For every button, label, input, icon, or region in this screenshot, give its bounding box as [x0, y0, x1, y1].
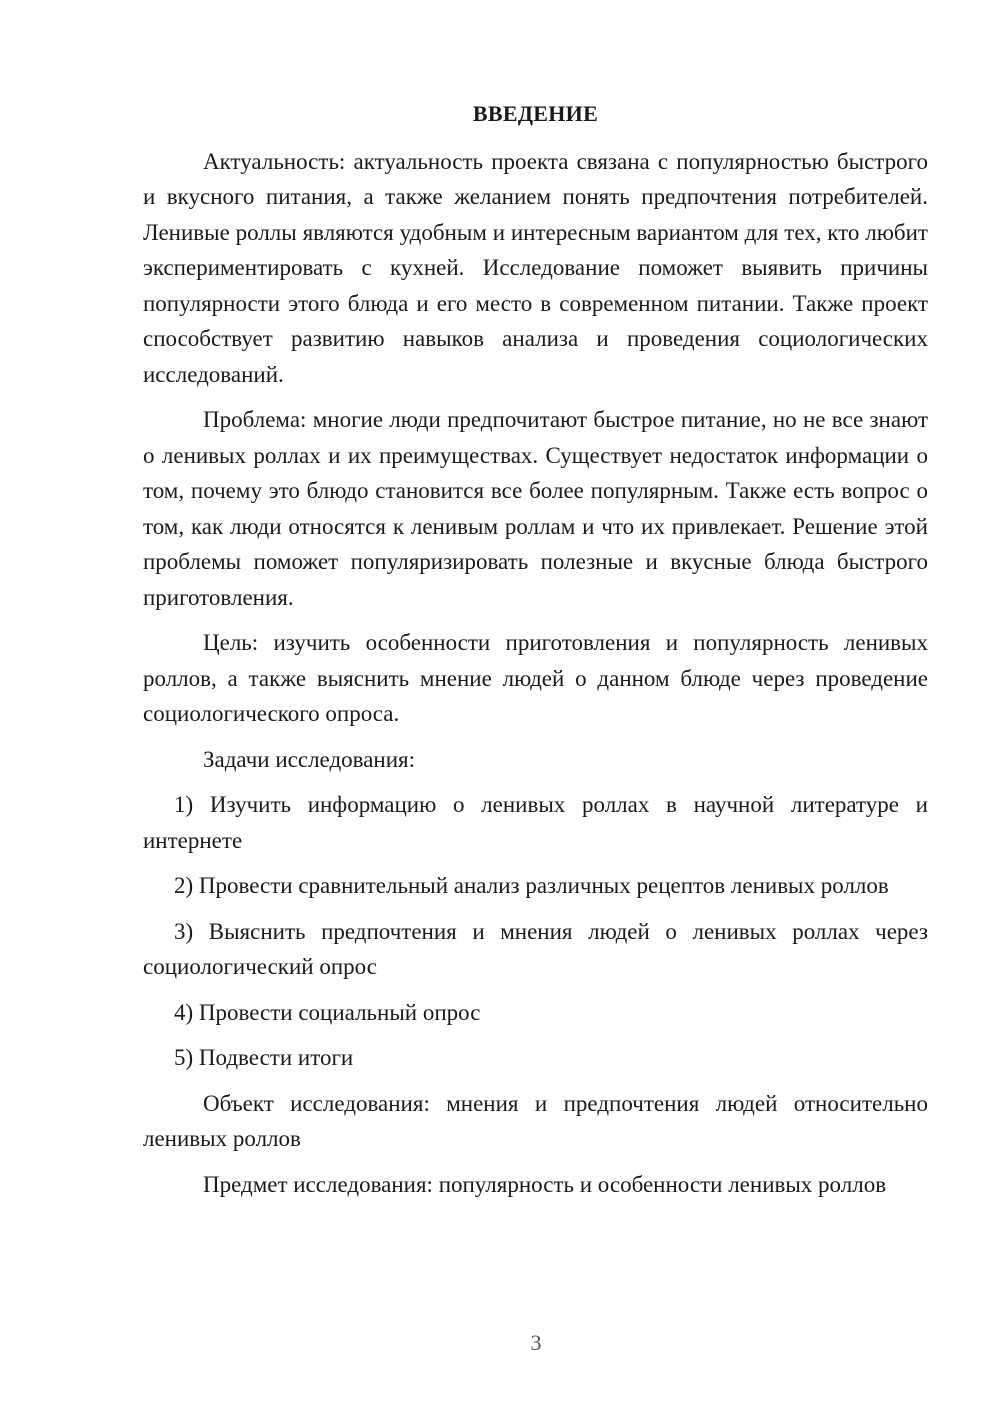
task-item: 2) Провести сравнительный анализ различных рецептов ленивых роллов	[174, 873, 889, 898]
task-item: 4) Провести социальный опрос	[174, 999, 481, 1025]
relevance-paragraph: Актуальность: актуальность проекта связана с популярностью быстрого и вкусного питания, а также желанием понять предпочтения потребителей. Ленивые роллы являются удобным и интересным вариантом для тех, кто любит экспериментировать с кухней. Исследование поможет выявить причины популярности этого блюда и его место в современном питании. Также проект способствует развитию навыков анализа и проведения социологических исследований.	[143, 148, 928, 387]
page-title: ВВЕДЕНИЕ	[472, 101, 599, 126]
goal-paragraph: Цель: изучить особенности приготовления и популярность ленивых роллов, а также выяснить мнение людей о данном блюде через проведение социологического опроса.	[143, 630, 928, 726]
page-content	[143, 96, 928, 1212]
research-object-paragraph: Объект исследования: мнения и предпочтения людей относительно ленивых роллов	[143, 1090, 928, 1151]
research-subject-paragraph: Предмет исследования: популярность и особенности ленивых роллов	[203, 1171, 887, 1197]
tasks-heading: Задачи исследования:	[203, 746, 416, 772]
task-item: 5) Подвести итоги	[174, 1045, 354, 1070]
task-item: 1) Изучить информацию о ленивых роллах в научной литературе и интернете	[143, 792, 928, 853]
task-item: 3) Выяснить предпочтения и мнения людей о ленивых роллах через социологический опрос	[143, 918, 928, 979]
page-number: 3	[530, 1330, 542, 1355]
problem-paragraph: Проблема: многие люди предпочитают быстрое питание, но не все знают о ленивых роллах и их преимуществах. Существует недостаток информации о том, почему это блюдо становится все более популярным. Также есть вопрос о том, как люди относятся к ленивым роллам и что их привлекает. Решение этой проблемы поможет популяризировать полезные и вкусные блюда быстрого приготовления.	[143, 407, 928, 610]
